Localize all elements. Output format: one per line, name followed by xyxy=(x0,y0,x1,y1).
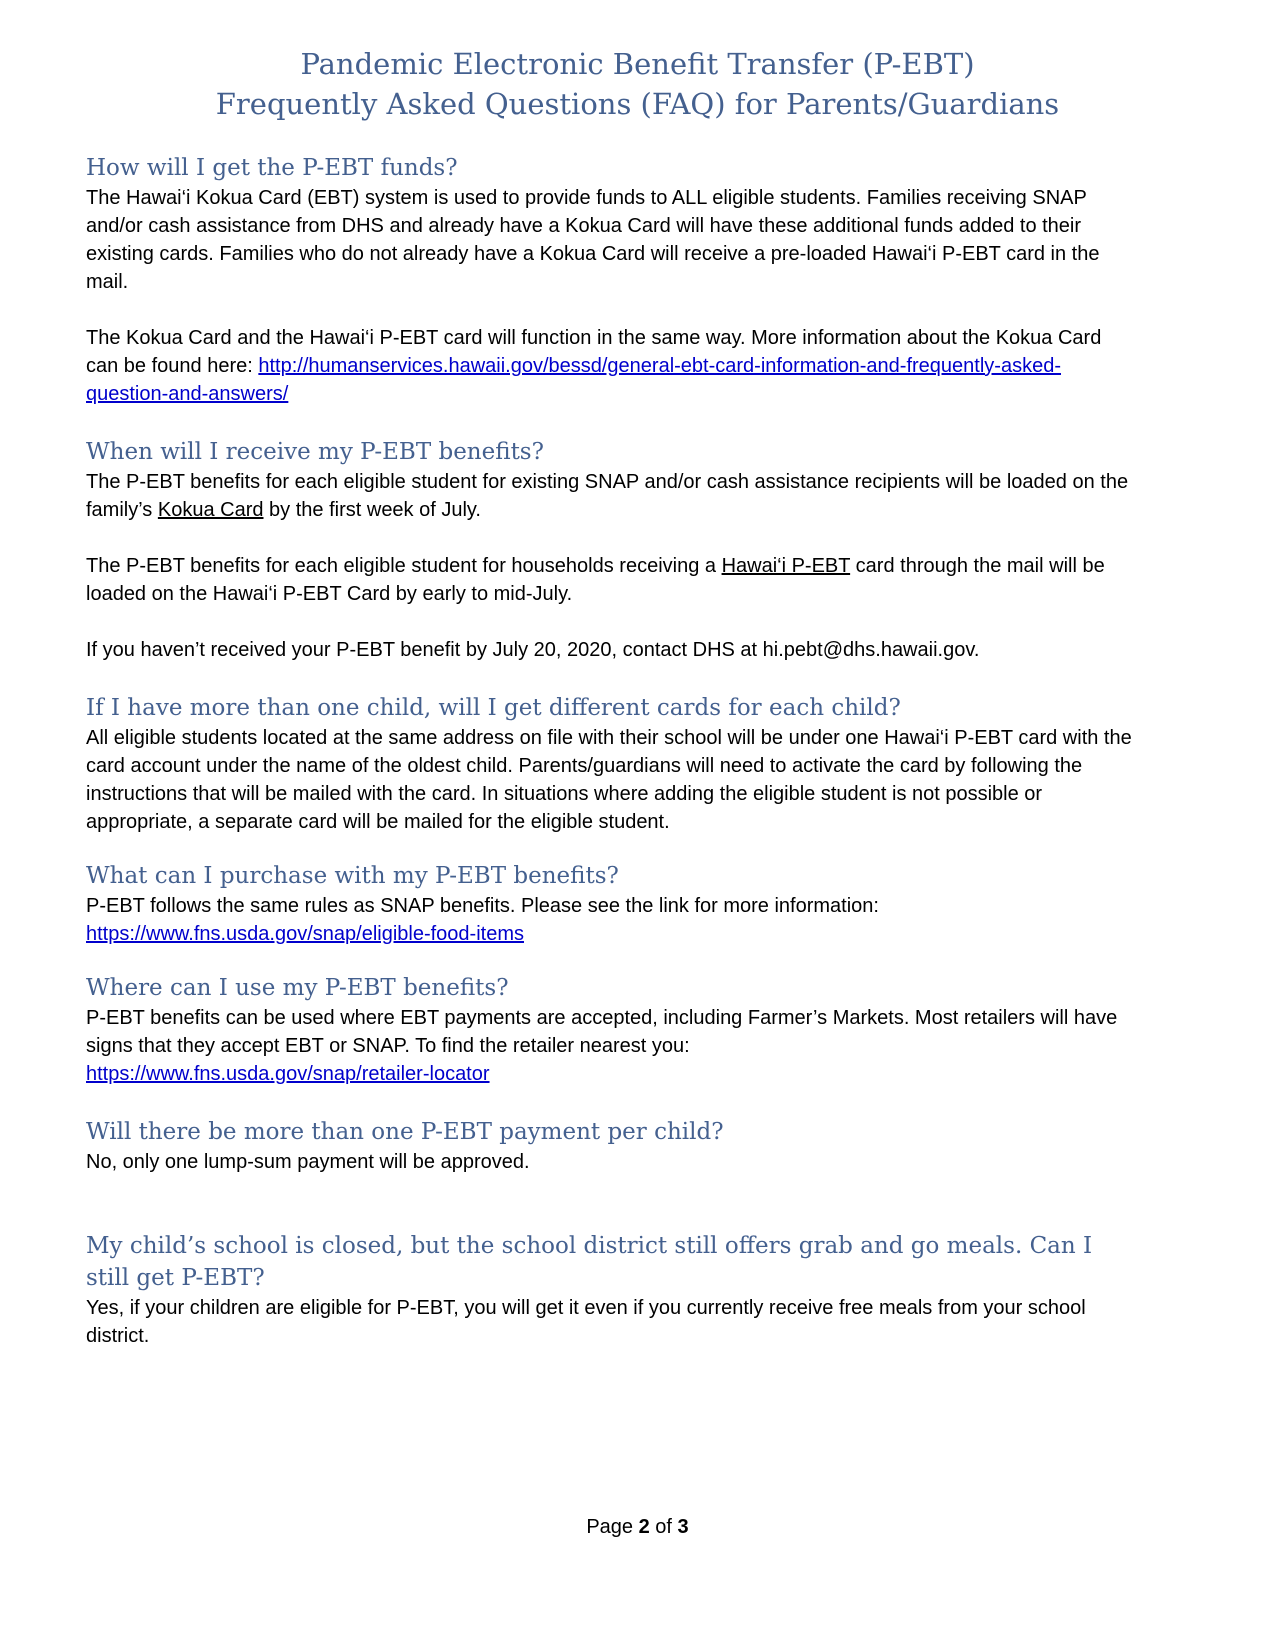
underlined-text: Hawai‘i P-EBT xyxy=(721,555,851,577)
faq-item-payments-per-child xyxy=(86,1116,1136,1176)
answer-text: card through the mail will be loaded on the Hawai‘i P-EBT Card by early to mid-July. xyxy=(86,555,1105,605)
faq-item-receive-benefits xyxy=(86,436,1136,664)
faq-answer: If you haven’t received your P-EBT benefit by July 20, 2020, contact DHS at hi.pebt@dhs.hawaii.gov. xyxy=(86,639,980,661)
faq-answer: The Hawai‘i Kokua Card (EBT) system is used to provide funds to ALL eligible students. Families receiving SNAP and/or cash assistance from DHS and already have a Kokua Card will have these additional funds added to their existing cards. Families who do not already have a Kokua Card will receive a pre-loaded Hawai‘i P-EBT card in the mail. xyxy=(86,187,1100,293)
answer-text: The P-EBT benefits for each eligible student for existing SNAP and/or cash assistance recipients will be loaded on the family’s xyxy=(86,471,1129,521)
eligible-food-items-link[interactable]: https://www.fns.usda.gov/snap/eligible-food-items xyxy=(86,923,524,945)
page-word: Page xyxy=(586,1516,634,1538)
current-page-number: 2 xyxy=(638,1516,650,1538)
faq-item-school-closed xyxy=(86,1230,1136,1350)
underlined-text: Kokua Card xyxy=(157,499,264,521)
kokua-card-info-link[interactable]: http://humanservices.hawaii.gov/bessd/general-ebt-card-information-and-frequently-asked-question-and-answers/ xyxy=(86,355,1061,405)
faq-answer: P-EBT benefits can be used where EBT payments are accepted, including Farmer’s Markets. Most retailers will have signs that they accept EBT or SNAP. To find the retailer nearest you: xyxy=(86,1007,1118,1057)
faq-item-get-funds xyxy=(86,152,1136,408)
faq-item-multiple-children xyxy=(86,692,1136,836)
faq-answer xyxy=(86,552,1136,608)
faq-question: What can I purchase with my P-EBT benefits? xyxy=(86,863,619,889)
title-line-1: Pandemic Electronic Benefit Transfer (P-EBT) xyxy=(300,47,975,81)
answer-text: The Kokua Card and the Hawai‘i P-EBT card will function in the same way. More information about the Kokua Card can be found here: xyxy=(86,327,1102,377)
faq-answer xyxy=(86,324,1136,408)
of-word: of xyxy=(655,1516,672,1538)
faq-item-purchase xyxy=(86,860,1136,948)
faq-question: If I have more than one child, will I get different cards for each child? xyxy=(86,695,901,721)
faq-question: Will there be more than one P-EBT payment per child? xyxy=(86,1119,724,1145)
faq-question: How will I get the P-EBT funds? xyxy=(86,155,458,181)
faq-content xyxy=(86,152,1136,1350)
faq-answer xyxy=(86,468,1136,524)
faq-item-where-use xyxy=(86,972,1136,1088)
document-title xyxy=(0,44,1275,124)
total-page-number: 3 xyxy=(677,1516,689,1538)
faq-answer: No, only one lump-sum payment will be approved. xyxy=(86,1151,530,1173)
title-line-2: Frequently Asked Questions (FAQ) for Parents/Guardians xyxy=(215,87,1060,121)
page-footer xyxy=(0,1516,1275,1539)
faq-question: My child’s school is closed, but the school district still offers grab and go meals. Can I still get P-EBT? xyxy=(86,1233,1093,1291)
faq-answer: P-EBT follows the same rules as SNAP benefits. Please see the link for more information: xyxy=(86,895,879,917)
answer-text: The P-EBT benefits for each eligible student for households receiving a xyxy=(86,555,722,577)
faq-answer: All eligible students located at the same address on file with their school will be under one Hawai‘i P-EBT card with the card account under the name of the oldest child. Parents/guardians will need to activate the card by following the instructions that will be mailed with the card. In situations where adding the eligible student is not possible or appropriate, a separate card will be mailed for the eligible student. xyxy=(86,727,1132,833)
answer-text: by the first week of July. xyxy=(263,499,481,521)
faq-question: Where can I use my P-EBT benefits? xyxy=(86,975,509,1001)
faq-answer: Yes, if your children are eligible for P-EBT, you will get it even if you currently receive free meals from your school district. xyxy=(86,1297,1086,1347)
retailer-locator-link[interactable]: https://www.fns.usda.gov/snap/retailer-locator xyxy=(86,1063,490,1085)
faq-question: When will I receive my P-EBT benefits? xyxy=(86,439,544,465)
